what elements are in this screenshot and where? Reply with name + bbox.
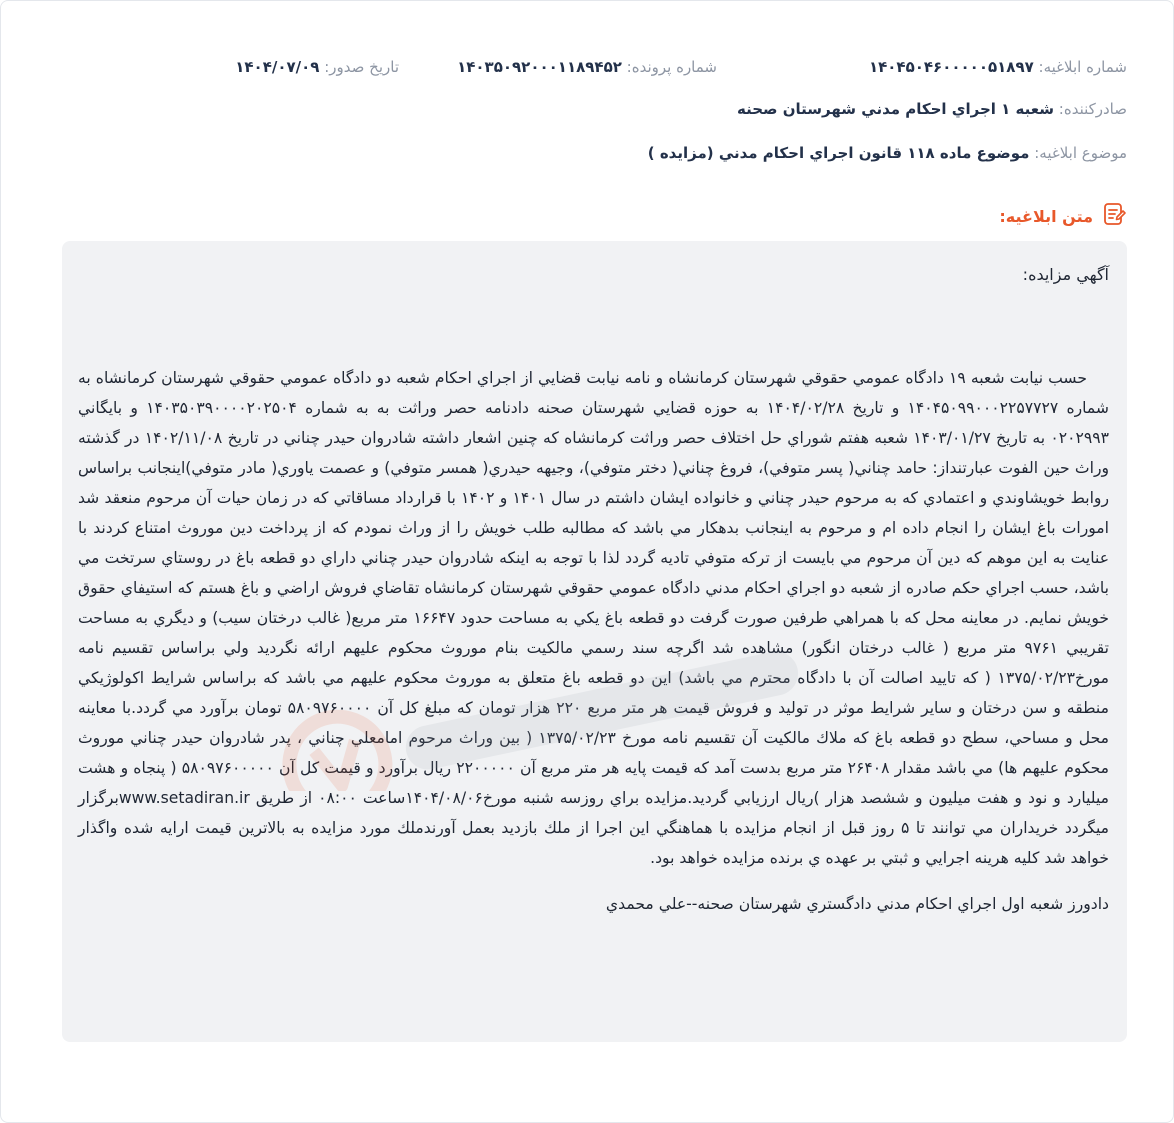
notice-number (869, 58, 1127, 76)
subject-value: موضوع ماده ۱۱۸ قانون اجراي احكام مدني (مزايده ) (647, 144, 1030, 162)
meta-row (61, 58, 1127, 84)
section-title: متن ابلاغیه: (999, 206, 1093, 226)
notice-signature: دادورز شعبه اول اجراي احكام مدني دادگستري شهرستان صحنه--علي محمدي (605, 895, 1109, 913)
document-icon (1101, 201, 1127, 231)
issuer-value: شعبه ۱ اجراي احكام مدني شهرستان صحنه (737, 100, 1054, 118)
issue-date-value: ۱۴۰۴/۰۷/۰۹ (235, 58, 320, 76)
notice-number-label: شماره ابلاغیه: (1038, 58, 1127, 76)
notice-number-value: ۱۴۰۴۵۰۴۶۰۰۰۰۰۵۱۸۹۷ (868, 58, 1034, 76)
issuer-label: صادرکننده: (1058, 100, 1127, 118)
case-number-value: ۱۴۰۳۵۰۹۲۰۰۰۱۱۸۹۴۵۲ (457, 58, 622, 76)
case-number-label: شماره پرونده: (626, 58, 717, 76)
case-number (457, 58, 717, 76)
issue-date-label: تاریخ صدور: (324, 58, 399, 76)
issuer-line (737, 100, 1127, 118)
notice-heading: آگهي مزايده: (1022, 265, 1109, 284)
notice-text-header (999, 201, 1127, 231)
subject-label: موضوع ابلاغیه: (1034, 144, 1127, 162)
notice-body: حسب نيابت شعبه ۱۹ دادگاه عمومي حقوقي شهرستان كرمانشاه و نامه نيابت قضايي از اجراي احكام شعبه دو دادگاه عمومي حقوقي شهرستان كرمانشاه به شماره ۱۴۰۴۵۰۹۹۰۰۰۲۲۵۷۷۲۷ و تاريخ ۱۴۰۴/۰۲/۲۸ به حوزه قضايي شهرستان صحنه دادنامه حصر وراثت به به شماره ۱۴۰۳۵۰۳۹۰۰۰۰۲۰۲۵۰۴ و بايگاني ۰۲۰۲۹۹۳ به تاريخ ۱۴۰۳/۰۱/۲۷ شعبه هفتم شوراي حل اختلاف حصر وراثت كرمانشاه كه چنين اشعار داشته شادروان حيدر چناني در تاريخ ۱۴۰۲/۱۱/۰۸ در گذشته وراث حين الفوت عبارتنداز: حامد چناني( پسر متوفي)، فروغ چناني( دختر متوفي)، وجيهه حيدري( همسر متوفي) و عصمت ياوري( مادر متوفي)اينجانب براساس روابط خويشاوندي و اعتمادي كه به مرحوم حيدر چناني و خانواده ايشان داشتم در سال ۱۴۰۱ و ۱۴۰۲ با قرارداد مساقاتي كه در زمان حيات آن مرحوم منعقد شد امورات باغ ايشان را انجام داده ام و مرحوم به اينجانب بدهكار مي باشد كه مطالبه طلب خويش را از وراث نمودم كه از پرداخت دين موروث امتناع كردند با عنايت به اين موهم كه دين آن مرحوم مي بايست از تركه متوفي تاديه گردد لذا با توجه به اينكه شادروان حيدر چناني داراي دو قطعه باغ در روستاي سرتخت مي باشد، حسب اجراي حكم صادره از شعبه دو اجراي احكام مدني دادگاه عمومي حقوقي شهرستان كرمانشاه تقاضاي فروش اراضي و باغ هستم كه استيفاي حقوق خويش نمايم. در معاينه محل كه با همراهي طرفين صورت گرفت دو قطعه باغ يكي به مساحت حدود ۱۶۶۴۷ متر مربع( غالب درختان سيب) و ديگري به مساحت تقريبي ۹۷۶۱ متر مربع ( غالب درختان انگور) مشاهده شد اگرچه سند رسمي مالكيت بنام موروث محكوم عليهم ارائه نگرديد ولي براساس تقسيم نامه مورخ۱۳۷۵/۰۲/۲۳ ( كه تاييد اصالت آن با دادگاه محترم مي باشد) اين دو قطعه باغ متعلق به موروث محكوم عليهم مي باشد كه براساس شرايط اكولوژيكي منطقه و سن درختان و ساير شرايط موثر در توليد و فروش قيمت هر متر مربع ۲۲۰ هزار تومان كه مبلغ كل آن ۵۸۰۹۷۶۰۰۰۰ تومان برآورد مي گردد.با معاينه محل و مساحي، سطح دو قطعه باغ كه ملاك مالكيت آن تقسيم نامه مورخ ۱۳۷۵/۰۲/۲۳ ( بين وراث مرحوم امامعلي چناني ، پدر شادروان حيدر چناني موروث محكوم عليهم ها) مي باشد مقدار ۲۶۴۰۸ متر مربع بدست آمد كه قيمت پايه هر متر مربع آن ۲۲۰۰۰۰۰ ريال برآورد و قيمت كل آن ۵۸۰۹۷۶۰۰۰۰۰ ( پنجاه و هشت ميليارد و نود و هفت ميليون و ششصد هزار )ريال ارزيابي گرديد.مزايده براي روزسه شنبه مورخ۱۴۰۴/۰۸/۰۶ساعت ۰۸:۰۰ از طريق www.setadiran.irبرگزار ميگردد خريداران مي توانند تا ۵ روز قبل از انجام مزايده با هماهنگي اين اجرا از ملك بازديد بعمل آورندملك مورد مزايده به بالاترين قيمت ارايه شده واگذار خواهد شد كليه هرينه اجرايي و ثبتي بر عهده ي برنده مزايده خواهد بود. (78, 369, 1110, 867)
notice-card (62, 241, 1127, 1042)
subject-line (648, 144, 1127, 162)
issue-date (235, 58, 399, 76)
